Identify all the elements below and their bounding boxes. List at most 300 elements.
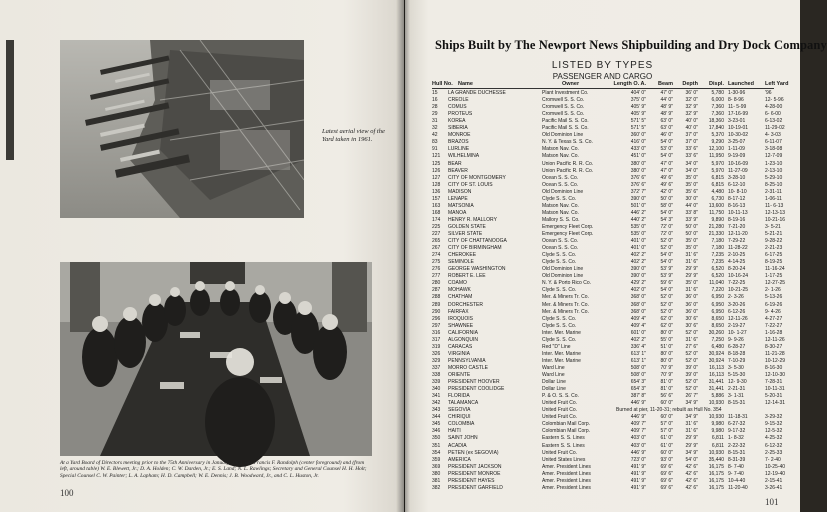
length: 535' 0" (630, 223, 646, 230)
length: 390' 0" (630, 266, 646, 273)
depth: 34' 0" (685, 167, 698, 174)
col-left-yard: Left Yard (765, 81, 789, 87)
beam: 47' 0" (660, 167, 673, 174)
owner: Emergency Fleet Corp. (542, 231, 594, 237)
launched: 3-25-07 (728, 139, 746, 146)
owner: Ocean S. S. Co. (542, 174, 579, 181)
left-yard: 2- 1-26 (765, 287, 781, 294)
launched: 5-15-30 (728, 372, 746, 378)
beam: 52' 0" (660, 245, 673, 252)
beam: 48' 9" (660, 111, 673, 118)
hull-no: 31 (432, 118, 438, 125)
hull-no: 225 (432, 223, 441, 230)
depth: 27' 6" (685, 343, 698, 350)
owner: Old Dominion Line (542, 188, 584, 195)
ship-name: PRESIDENT MONROE (448, 470, 501, 477)
length: 402' 2" (630, 252, 646, 259)
length: 501' 0" (630, 202, 646, 209)
length: 376' 6" (630, 181, 646, 188)
hull-no: 125 (432, 160, 441, 167)
launched: 3- 5-30 (728, 364, 744, 371)
length: 387' 8" (630, 393, 646, 400)
launched: 12-11-20 (728, 231, 748, 237)
left-yard: 11-29-02 (765, 125, 785, 132)
owner: United Fruit Co. (542, 407, 578, 414)
owner: Matson Nav. Co. (542, 146, 579, 153)
hull-no: 296 (432, 315, 441, 322)
displacement: 13,600 (708, 202, 724, 209)
depth: 30' 6" (685, 322, 698, 329)
hull-no: 163 (432, 202, 441, 209)
length: 376' 6" (630, 174, 646, 181)
depth: 35' 0" (685, 280, 698, 287)
length: 491' 9" (630, 484, 646, 491)
length: 368' 0" (630, 301, 646, 308)
depth: 29' 9" (685, 435, 698, 442)
displacement: 30,924 (708, 357, 724, 364)
owner: Matson Nav. Co. (542, 209, 579, 216)
left-yard: 2-21-23 (765, 245, 783, 252)
owner: Union Pacific R. R. Co. (542, 167, 594, 174)
depth: 34' 0" (685, 160, 698, 167)
launched: 10-21-25 (728, 287, 749, 294)
owner: N. Y. & Texas S. S. Co. (542, 139, 593, 146)
displacement: 6,950 (711, 301, 724, 308)
left-yard: 3- 5-21 (765, 223, 781, 230)
ship-name: TALAMANCA (448, 400, 479, 407)
length: 571' 5" (630, 118, 646, 125)
length: 390' 0" (630, 273, 646, 280)
length: 375' 0" (630, 97, 646, 104)
col-owner: Owner (562, 81, 580, 87)
owner: Matson Nav. Co. (542, 153, 579, 160)
left-yard: 2-25-33 (765, 449, 783, 456)
depth: 40' 0" (685, 118, 698, 125)
left-yard: 5-29-10 (765, 174, 783, 181)
owner: Amer. President Lines (542, 470, 591, 477)
displacement: 9,980 (711, 428, 724, 435)
owner: Clyde S. S. Co. (542, 287, 577, 294)
hull-no: 280 (432, 280, 441, 287)
length: 433' 0" (630, 146, 646, 153)
displacement: 18,360 (708, 118, 724, 125)
owner: Old Dominion Line (542, 132, 584, 139)
ship-name: BRAZOS (448, 139, 469, 146)
length: Burned at pier, 11-20-31; rebuilt as Hull No. 354 (616, 407, 722, 414)
depth: 26' 7" (685, 393, 698, 400)
left-yard: 2-15-41 (765, 477, 783, 484)
hull-no: 168 (432, 209, 441, 216)
beam: 72' 0" (660, 223, 673, 230)
ship-name: CHEROKEE (448, 252, 477, 259)
displacement: 35,440 (708, 456, 724, 463)
launched: 7-21-20 (728, 223, 746, 230)
hull-no: 28 (432, 104, 438, 111)
ship-name: CITY OF ST. LOUIS (448, 181, 493, 188)
launched: 10-11-13 (728, 209, 748, 216)
length: 440' 2" (630, 216, 646, 223)
launched: 17-16-99 (728, 111, 749, 118)
launched: 9-19-09 (728, 153, 746, 160)
beam: 44' 0" (660, 97, 673, 104)
depth: 37' 0" (685, 132, 698, 139)
hull-no: 287 (432, 287, 441, 294)
hull-no: 382 (432, 484, 441, 491)
page-number-left: 100 (60, 488, 74, 498)
launched: 11-18-31 (728, 414, 748, 421)
length: 405' 9" (630, 111, 646, 118)
launched: 8-20-24 (728, 266, 746, 273)
left-yard: 10-21-16 (765, 216, 786, 223)
hull-no: 354 (432, 449, 441, 456)
beam: 60' 0" (660, 400, 673, 407)
launched: 11-27-09 (728, 167, 748, 174)
displacement: 7,360 (711, 111, 724, 118)
depth: 52' 0" (685, 357, 698, 364)
beam: 69' 6" (660, 463, 673, 470)
ship-name: ORIENTE (448, 372, 471, 378)
launched: 6-12-10 (728, 181, 746, 188)
launched: 7-29-22 (728, 238, 746, 245)
left-yard: 1-06-11 (765, 195, 782, 202)
length: 402' 2" (630, 259, 646, 266)
launched: 10-16-09 (728, 160, 749, 167)
depth: 31' 6" (685, 252, 698, 259)
left-yard: 1-16-28 (765, 329, 783, 336)
depth: 30' 6" (685, 315, 698, 322)
beam: 47' 0" (660, 90, 673, 96)
owner: Clyde S. S. Co. (542, 336, 577, 343)
ship-name: GEORGE WASHINGTON (448, 266, 506, 273)
listed-by-types-heading: LISTED BY TYPES (551, 60, 654, 71)
left-yard: 10-11-31 (765, 386, 785, 393)
beam: 58' 0" (660, 202, 673, 209)
ship-name: MADISON (448, 188, 472, 195)
meeting-caption: At a Yard Board of Directors meeting prior to the 75th Anniversary in January, 1961, are Francis F. Randolph (center foreground) and (from left, around table) W. E. Blewett, Jr.; D. A. Holden; C. W. Darden, Jr.; E. S. Land; N. L. Rawlings; Secretary and General Counsel H. H. Holt; Special Counsel C. W. Painter; L. A. Lapham; H. D. Campbell; W. E. Dennis; J. B. Woodward, Jr., and C. L. Huston, Jr. (60, 460, 367, 479)
launched: 2-22-32 (728, 442, 746, 449)
ship-name: CHIRIQUI (448, 414, 471, 421)
displacement: 17,840 (708, 125, 724, 132)
beam: 59' 6" (660, 280, 673, 287)
launched: 3-28-10 (728, 174, 746, 181)
launched: 8-19-16 (728, 216, 746, 223)
hull-no: 288 (432, 294, 441, 301)
ship-name: FLORIDA (448, 393, 470, 400)
left-yard: 4- 3-03 (765, 132, 781, 139)
depth: 35' 0" (685, 238, 698, 245)
ship-name: SIBERIA (448, 125, 468, 132)
depth: 34' 9" (685, 400, 698, 407)
launched: 11-20-40 (728, 484, 748, 491)
hull-no: 290 (432, 308, 441, 315)
hull-no: 341 (432, 393, 441, 400)
depth: 42' 6" (685, 470, 698, 477)
length: 491' 9" (630, 463, 646, 470)
depth: 36' 0" (685, 90, 698, 96)
owner: Inter. Mer. Marine (542, 357, 581, 364)
length: 380' 0" (630, 160, 646, 167)
ship-name: LURLINE (448, 146, 470, 153)
depth: 31' 6" (685, 336, 698, 343)
ship-name: DORCHESTER (448, 301, 484, 308)
left-yard: 3-18-08 (765, 146, 783, 153)
beam: 61' 0" (660, 435, 673, 442)
length: 429' 2" (630, 280, 646, 287)
left-yard: 5-13-26 (765, 294, 783, 301)
left-yard: 12- 5-96 (765, 97, 784, 104)
launched: 9-17-32 (728, 428, 746, 435)
beam: 53' 0" (660, 146, 673, 153)
hull-no: 83 (432, 139, 438, 146)
owner: United Fruit Co. (542, 414, 578, 421)
launched: 6-12-26 (728, 308, 746, 315)
owner: N. Y. & Porto Rico Co. (542, 280, 592, 287)
beam: 63' 0" (660, 118, 673, 125)
ship-name: ACADIA (448, 442, 467, 449)
depth: 42' 6" (685, 484, 698, 491)
owner: Old Dominion Line (542, 273, 584, 280)
displacement: 30,260 (708, 329, 724, 336)
ship-name: VIRGINIA (448, 350, 470, 357)
displacement: 30,924 (708, 350, 724, 357)
ship-name: HENRY R. MALLORY (448, 216, 497, 223)
left-yard: 9-15-32 (765, 421, 783, 428)
launched: 8- 8-96 (728, 97, 744, 104)
displacement: 21,330 (708, 231, 724, 237)
displacement: 11,950 (709, 153, 724, 160)
owner: Union Pacific R. R. Co. (542, 160, 594, 167)
beam: 52' 0" (660, 294, 673, 301)
board-meeting-photo (60, 262, 372, 456)
beam: 54' 0" (660, 139, 673, 146)
beam: 60' 0" (660, 449, 673, 456)
left-yard: 4-27-27 (765, 315, 783, 322)
displacement: 7,235 (711, 252, 724, 259)
displacement: 7,220 (711, 287, 724, 294)
ship-name: PRESIDENT GARFIELD (448, 484, 503, 491)
owner: Pacific Mail S. S. Co. (542, 125, 589, 132)
depth: 35' 0" (685, 245, 698, 252)
hull-no: 340 (432, 386, 441, 393)
hull-no: 381 (432, 477, 441, 484)
length: 446' 9" (630, 449, 646, 456)
beam: 50' 0" (660, 195, 673, 202)
ship-name: WILHELMINA (448, 153, 480, 160)
displacement: 5,370 (711, 132, 724, 139)
displacement: 16,175 (708, 470, 724, 477)
depth: 31' 6" (685, 287, 698, 294)
displacement: 5,970 (711, 160, 724, 167)
ship-name: BEAR (448, 160, 462, 167)
owner: Ward Line (542, 372, 565, 378)
left-yard: 3-26-41 (765, 484, 783, 491)
hull-no: 275 (432, 259, 441, 266)
displacement: 10,930 (708, 414, 724, 421)
ship-name: COAMO (448, 280, 467, 287)
beam: 54' 0" (660, 259, 673, 266)
hull-no: 350 (432, 435, 441, 442)
beam: 81' 0" (660, 379, 673, 386)
displacement: 5,970 (711, 167, 724, 174)
owner: Cromwell S. S. Co. (542, 111, 585, 118)
launched: 10-16-24 (728, 273, 749, 280)
launched: 1- 8-32 (728, 435, 744, 442)
owner: Mer. & Miners Tr. Co. (542, 308, 589, 315)
left-yard: 4-25-32 (765, 435, 783, 442)
ship-name: BEAVER (448, 167, 468, 174)
beam: 63' 0" (660, 125, 673, 132)
col-length: Length O. A. (613, 81, 646, 87)
length: 360' 0" (630, 132, 646, 139)
hull-no: 316 (432, 329, 441, 336)
owner: Cromwell S. S. Co. (542, 97, 585, 104)
launched: 3-23-01 (728, 118, 746, 125)
displacement: 16,175 (708, 484, 724, 491)
hull-no: 351 (432, 442, 441, 449)
displacement: 4,480 (711, 188, 724, 195)
launched: 8-15-31 (728, 400, 746, 407)
hull-no: 227 (432, 231, 441, 237)
owner: Amer. President Lines (542, 477, 591, 484)
length: 416' 0" (630, 139, 646, 146)
displacement: 10,930 (708, 449, 724, 456)
left-yard: 12-11-26 (765, 336, 785, 343)
hull-no: 337 (432, 364, 441, 371)
displacement: 12,100 (708, 146, 724, 153)
left-yard: 5-21-21 (765, 231, 783, 237)
hull-no: 16 (432, 97, 438, 104)
ship-name: PROTEUS (448, 111, 473, 118)
owner: United Fruit Co. (542, 449, 578, 456)
hull-no: 157 (432, 195, 441, 202)
left-yard: 5-20-31 (765, 393, 783, 400)
depth: 52' 0" (685, 350, 698, 357)
ship-name: PENNSYLVANIA (448, 357, 486, 364)
owner: Ocean S. S. Co. (542, 181, 579, 188)
length: 403' 0" (630, 435, 646, 442)
ship-name: SILVER STATE (448, 231, 483, 237)
hull-no: 359 (432, 456, 441, 463)
owner: Plant Investment Co. (542, 90, 589, 96)
board-meeting-graphic (60, 262, 372, 456)
displacement: 9,290 (711, 139, 724, 146)
hull-no: 29 (432, 111, 438, 118)
left-yard: 7-22-27 (765, 322, 783, 329)
col-launched: Launched (728, 81, 754, 87)
hull-no: 338 (432, 372, 441, 378)
ship-name: CITY OF CHATTANOOGA (448, 238, 507, 245)
owner: Clyde S. S. Co. (542, 195, 577, 202)
hull-no: 369 (432, 463, 441, 470)
ship-name: PETEN (ex SEGOVIA) (448, 449, 499, 456)
left-yard: 6-13-02 (765, 118, 783, 125)
displacement: 8,650 (711, 315, 724, 322)
launched: 4-14-25 (728, 259, 746, 266)
depth: 29' 9" (685, 266, 698, 273)
launched: 2-21-31 (728, 386, 746, 393)
depth: 54' 0" (685, 456, 698, 463)
ship-name: CITY OF BIRMINGHAM (448, 245, 502, 252)
launched: 2-10-25 (728, 252, 746, 259)
col-name: Name (458, 81, 473, 87)
depth: 33' 6" (685, 146, 698, 153)
hull-no: 265 (432, 238, 441, 245)
owner: Clyde S. S. Co. (542, 322, 577, 329)
left-page (0, 0, 404, 512)
launched: 10-4-40 (728, 477, 746, 484)
owner: Mallory S. S. Co. (542, 216, 580, 223)
hull-no: 289 (432, 301, 441, 308)
hull-no: 317 (432, 336, 441, 343)
ship-name: CREOLE (448, 97, 469, 104)
hull-no: 339 (432, 379, 441, 386)
beam: 49' 6" (660, 174, 673, 181)
beam: 47' 0" (660, 160, 673, 167)
launched: 7-10-29 (728, 357, 746, 364)
hull-no: 329 (432, 357, 441, 364)
depth: 35' 6" (685, 188, 698, 195)
aerial-caption: Latest aerial view of the Yard taken in 1961. (322, 128, 385, 143)
hull-no: 127 (432, 174, 441, 181)
page-number-right: 101 (765, 497, 779, 507)
displacement: 6,811 (711, 435, 724, 442)
hull-no: 128 (432, 181, 441, 188)
launched: 7-22-25 (728, 280, 746, 287)
ship-name: FAIRFAX (448, 308, 469, 315)
displacement: 6,730 (711, 195, 724, 202)
owner: Ocean S. S. Co. (542, 238, 579, 245)
launched: 2-19-27 (728, 322, 746, 329)
hull-no: 15 (432, 90, 438, 96)
depth: 31' 6" (685, 421, 698, 428)
beam: 93' 0" (660, 456, 673, 463)
length: 491' 9" (630, 470, 646, 477)
beam: 80' 0" (660, 329, 673, 336)
left-yard: 4-28-00 (765, 104, 783, 111)
owner: Dollar Line (542, 379, 566, 386)
ship-name: MOHAWK (448, 287, 471, 294)
displacement: 31,441 (708, 379, 724, 386)
hull-no: 174 (432, 216, 441, 223)
depth: 44' 0" (685, 202, 698, 209)
ship-name: MONROE (448, 132, 471, 139)
displacement: 5,780 (711, 90, 724, 96)
depth: 39' 0" (685, 372, 698, 378)
hull-no: 342 (432, 400, 441, 407)
displacement: 11,040 (709, 280, 724, 287)
beam: 51' 0" (660, 343, 673, 350)
owner: Clyde S. S. Co. (542, 259, 577, 266)
displacement: 6,950 (711, 294, 724, 301)
length: 508' 0" (630, 372, 646, 378)
length: 491' 9" (630, 477, 646, 484)
ship-name: CHATHAM (448, 294, 473, 301)
depth: 36' 0" (685, 294, 698, 301)
left-yard: 1-17-25 (765, 273, 783, 280)
left-yard: 9-28-22 (765, 238, 783, 245)
hull-no: 326 (432, 350, 441, 357)
ship-name: GOLDEN STATE (448, 223, 486, 230)
beam: 72' 0" (660, 231, 673, 237)
displacement: 6,480 (711, 343, 724, 350)
launched: 8-17-12 (728, 195, 746, 202)
left-yard: 8-19-25 (765, 259, 783, 266)
aerial-photo-graphic (60, 40, 304, 218)
ship-name: SAINT JOHN (448, 435, 478, 442)
displacement: 6,000 (711, 97, 724, 104)
launched: 8- 7-40 (728, 463, 744, 470)
left-yard: 2-13-10 (765, 167, 783, 174)
